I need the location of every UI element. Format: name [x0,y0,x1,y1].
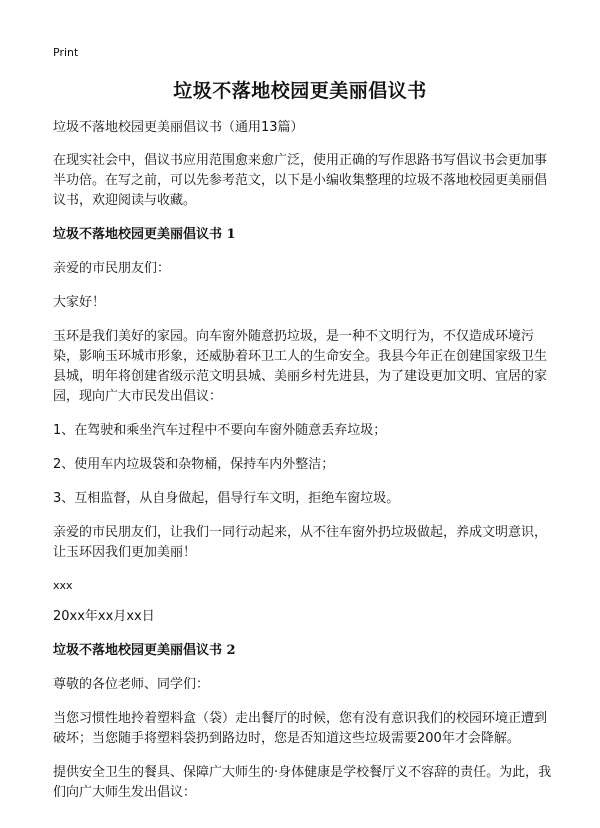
section-1-hello: 大家好！ [53,295,106,310]
document-body [53,118,553,817]
section-1-paragraph: 玉环是我们美好的家园。向车窗外随意扔垃圾，是一种不文明行为，不仅造成环境污染，影响玉环城市形象，还威胁着环卫工人的生命安全。我县今年正在创建国家级卫生县城，明年将创建省级示范文明县城、美丽乡村先进县，为了建设更加文明、宜居的家园，现向广大市民发出倡议： [53,329,548,404]
intro-paragraph: 在现实社会中，倡议书应用范围愈来愈广泛，使用正确的写作思路书写倡议书会更加事半功倍。在写之前，可以先参考范文，以下是小编收集整理的垃圾不落地校园更美丽倡议书，欢迎阅读与收藏。 [53,153,548,208]
section-1-item: 1、在驾驶和乘坐汽车过程中不要向车窗外随意丢弃垃圾； [53,423,387,438]
section-1-heading: 垃圾不落地校园更美丽倡议书 1 [53,227,236,242]
section-1-item: 2、使用车内垃圾袋和杂物桶，保持车内外整洁； [53,457,335,472]
section-2-greeting: 尊敬的各位老师、同学们： [53,677,210,692]
page-title: 垃圾不落地校园更美丽倡议书 [173,80,427,102]
section-2-paragraph-2: 提供安全卫生的餐具、保障广大师生的·身体健康是学校餐厅义不容辞的责任。为此，我们向广大师生发出倡议： [53,765,552,800]
section-1-greeting: 亲爱的市民朋友们： [53,261,171,276]
print-link[interactable]: Print [53,46,79,59]
section-2-heading: 垃圾不落地校园更美丽倡议书 2 [53,643,236,658]
date: 20xx年xx月xx日 [53,609,155,624]
signer: xxx [53,579,73,592]
section-1-item: 3、互相监督，从自身做起，倡导行车文明，拒绝车窗垃圾。 [53,491,400,506]
subtitle: 垃圾不落地校园更美丽倡议书（通用13篇） [53,120,304,135]
section-1-closing: 亲爱的市民朋友们，让我们一同行动起来，从不往车窗外扔垃圾做起，养成文明意识，让玉环因我们更加美丽！ [53,525,548,560]
section-2-paragraph-1: 当您习惯性地拎着塑料盒（袋）走出餐厅的时候，您有没有意识我们的校园环境正遭到破坏；当您随手将塑料袋扔到路边时，您是否知道这些垃圾需要200年才会降解。 [53,711,548,746]
